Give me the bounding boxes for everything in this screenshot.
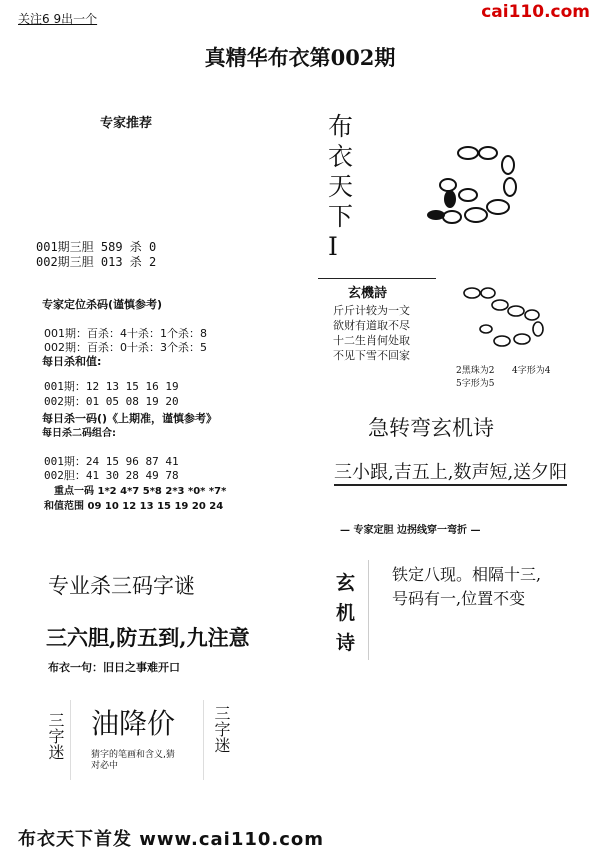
sum-range: 和值范围 09 10 12 13 15 19 20 24 [44, 501, 224, 512]
riddle-title: 专业杀三码字谜 [48, 574, 195, 598]
riddle-box-hint: 猜字的笔画和含义,猜对必中 [91, 750, 175, 771]
expert-title: 专家推荐 [100, 116, 153, 131]
story-line: 三小跟,吉五上,数声短,送夕阳 [334, 458, 567, 486]
legend-3: 5字形为5 [456, 379, 495, 389]
site-logo[interactable]: cai110.com [481, 2, 590, 22]
three-char-right: 三字迷 [212, 705, 231, 753]
three-char-left: 三字迷 [46, 712, 65, 760]
riddle-answer: 三六胆,防五到,九注意 [46, 625, 250, 650]
vertical-divider [368, 560, 369, 660]
dan-line-1: 001期三胆 589 杀 0 [36, 240, 157, 254]
position-kill-2: 002期：百杀：0十杀：3个杀：5 [44, 341, 207, 354]
expert-banner-text: 专家定胆 边拐线穿一弯折 [353, 525, 467, 536]
sum-kill-title: 每日杀和值: [42, 355, 102, 368]
sum-kill-1: 001期：12 13 15 16 19 [44, 380, 179, 393]
group-1: 001期：24 15 96 87 41 [44, 455, 179, 468]
riddle-box-word: 油降价 [91, 707, 176, 740]
page-title: 真精华布衣第002期 [204, 45, 396, 70]
bead-chain-large [418, 135, 538, 234]
legend-2: 4字形为4 [512, 366, 551, 376]
position-kill-title: 专家定位杀码(谨慎参考) [42, 298, 163, 311]
group-2: 002胆：41 30 28 49 78 [44, 469, 179, 482]
poem-line-3: 十二生肖何处取 [333, 334, 410, 347]
legend-1: 2黑珠为2 [456, 366, 495, 376]
urgent-title: 急转弯玄机诗 [368, 416, 494, 440]
riddle-box [70, 700, 204, 780]
key-line: 重点一码 1*2 4*7 5*8 2*3 *0* *7* [54, 486, 227, 497]
fixed-line-2: 号码有一,位置不变 [392, 589, 526, 608]
bead-chain-small [458, 283, 554, 359]
sum-kill-2: 002期：01 05 08 19 20 [44, 395, 179, 408]
two-code: 每日杀二码组合: [42, 428, 116, 439]
footer-text: 布衣天下首发 www.cai110.com [18, 829, 325, 850]
one-code: 每日杀一码()《上期准，谨慎参考》 [42, 412, 218, 425]
bead-chain-small-svg [458, 283, 554, 355]
position-kill-1: 001期：百杀：4十杀：1个杀：8 [44, 327, 207, 340]
vertical-poem: 玄机诗 [336, 572, 356, 654]
poem-title: 玄機詩 [348, 286, 388, 301]
poem-line-4: 不见下雪不回家 [333, 349, 410, 362]
buyi-line: 布衣一句：旧日之事难开口 [48, 661, 180, 674]
bead-chain-large-svg [418, 135, 538, 230]
follow-note: 关注6 9出一个 [18, 12, 98, 26]
dan-line-2: 002期三胆 013 杀 2 [36, 255, 157, 269]
poem-line-2: 欲财有道取不尽 [333, 319, 410, 332]
poem-line-1: 斤斤计较为一文 [333, 304, 410, 317]
expert-banner: — 专家定胆 边拐线穿一弯折 — [340, 525, 481, 536]
vertical-title: 布衣天下I [328, 112, 354, 261]
poem-top-rule [318, 278, 436, 279]
fixed-line-1: 铁定八现。相隔十三, [392, 565, 542, 584]
